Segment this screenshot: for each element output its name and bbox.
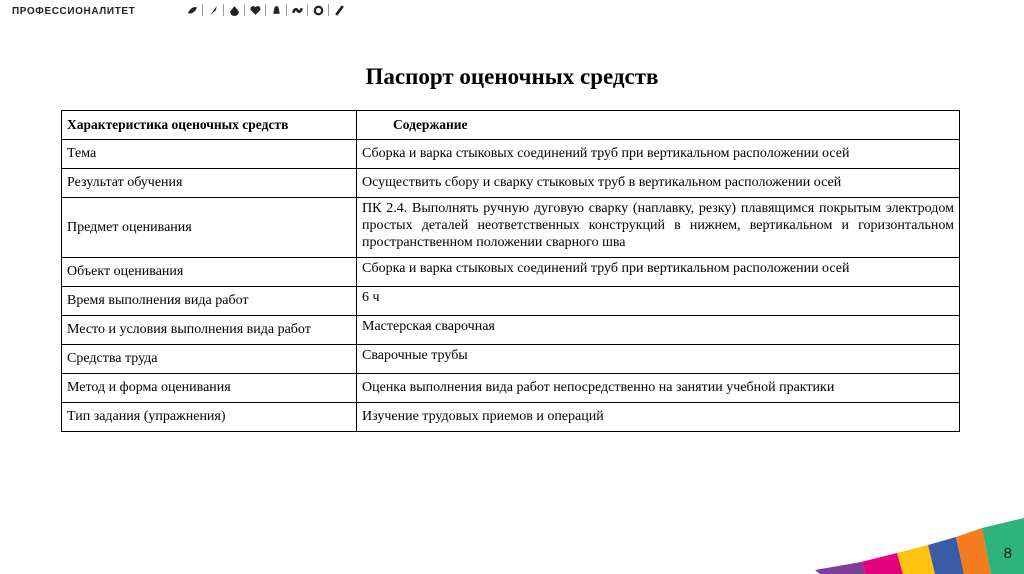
row-value: Осуществить сбору и сварку стыковых труб в вертикальном расположении осей	[357, 169, 960, 198]
row-value: Изучение трудовых приемов и операций	[357, 403, 960, 432]
stripe	[861, 553, 903, 574]
row-label: Средства труда	[62, 345, 357, 374]
stripe	[815, 562, 866, 574]
row-value: Мастерская сварочная	[357, 316, 960, 345]
row-value: Сборка и варка стыковых соединений труб при вертикальном расположении осей	[357, 140, 960, 169]
brand-logo-text: ПРОФЕССИОНАЛИТЕТ	[12, 6, 136, 17]
row-value: 6 ч	[357, 287, 960, 316]
row-label: Место и условия выполнения вида работ	[62, 316, 357, 345]
page-title: Паспорт оценочных средств	[365, 64, 659, 89]
row-value: ПК 2.4. Выполнять ручную дуговую сварку (наплавку, резку) плавящимся покрытым электродом простых деталей неответственных конструкций в нижнем, вертикальном и горизонтальном пространственном положении сварного шва	[357, 198, 960, 258]
row-label: Объект оценивания	[62, 258, 357, 287]
column-header-content: Содержание	[357, 111, 960, 140]
row-label: Предмет оценивания	[62, 198, 357, 258]
row-value: Оценка выполнения вида работ непосредственно на занятии учебной практики	[357, 374, 960, 403]
row-label: Тема	[62, 140, 357, 169]
row-label: Метод и форма оценивания	[62, 374, 357, 403]
column-header-characteristic: Характеристика оценочных средств	[62, 111, 357, 140]
row-label: Тип задания (упражнения)	[62, 403, 357, 432]
row-value: Сборка и варка стыковых соединений труб при вертикальном расположении осей	[357, 258, 960, 287]
row-label: Результат обучения	[62, 169, 357, 198]
page-number: 8	[1003, 545, 1012, 562]
row-label: Время выполнения вида работ	[62, 287, 357, 316]
row-value: Сварочные трубы	[357, 345, 960, 374]
